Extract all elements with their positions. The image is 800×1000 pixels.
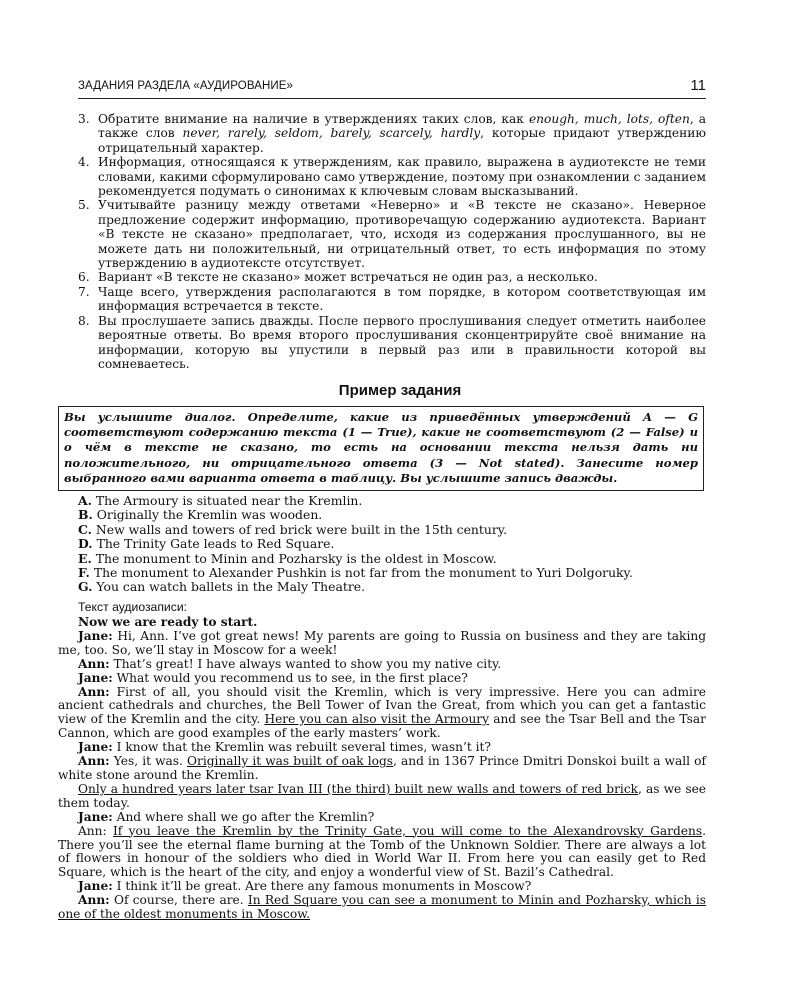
rule-item (78, 112, 706, 155)
section-heading: ЗАДАНИЯ РАЗДЕЛА «АУДИРОВАНИЕ» (78, 80, 294, 92)
speaker-label: Jane: (78, 809, 113, 824)
task-instruction-box: Вы услышите диалог. Определите, какие из приведённых утверждений A — G соответствуют содержанию текста (1 — True), какие не соответствуют (2 — False) и о чём в тексте не сказано, то есть на основании текста нельзя дать ни положительного, ни отрицательного ответа (3 — Not stated). Занесите номер выбранного вами варианта ответа в таблицу. Вы услышите запись дважды. (58, 406, 704, 491)
speaker-label: Ann: (78, 684, 110, 699)
statement-item (78, 566, 718, 580)
text-run: . There you’ll see the eternal flame burning at the Tomb of the Unknown Soldier. There are always a lot of flowers in honour of the soldiers who died in World War II. From here you can easily get to Red Square, which is the heart of the city, and enjoy a wonderful view of St. Bazil’s Cathedral. (58, 823, 706, 880)
text-run: , and in 1367 Prince Dmitri Donskoi built a wall of white stone around the Kremlin. (58, 754, 706, 782)
transcript-paragraph (58, 894, 706, 922)
speaker-label: Jane: (78, 740, 113, 755)
statements-list (78, 494, 718, 595)
rule-item (78, 314, 706, 372)
speaker-label: Jane: (78, 879, 113, 894)
statement-letter: C. (78, 521, 92, 537)
underlined-text: In Red Square you can see a monument to Minin and Pozharsky, which is one of the oldest monuments in Moscow. (58, 893, 707, 922)
transcript-paragraph (58, 616, 706, 630)
transcript-paragraph (58, 686, 706, 742)
rule-number: 6. (78, 270, 90, 285)
rule-item (78, 155, 706, 198)
rule-number: 8. (78, 313, 90, 328)
text-run: and see the Tsar Bell and the Tsar Cannon, which are good examples of the early masters’ work. (58, 712, 706, 741)
text-run: Информация, относящаяся к утверждениям, как правило, выражена в аудиотексте не теми словами, какими сформулировано само утверждение, поэтому при ознакомлении с заданием рекомендуется подумать о синонимах к ключевым словам высказываний. (98, 155, 706, 199)
statement-text: Originally the Kremlin was wooden. (92, 507, 323, 523)
text-run: , as we see them today. (58, 781, 706, 810)
statement-item (78, 537, 718, 551)
text-run: , которые придают утверждению отрицательный характер. (98, 126, 706, 155)
transcript-paragraph (58, 755, 706, 783)
statement-item (78, 508, 718, 522)
statement-text: The Trinity Gate leads to Red Square. (92, 536, 335, 552)
statement-item (78, 494, 718, 508)
text-run: , а также слов (98, 112, 706, 141)
text-run: Вариант «В тексте не сказано» может встречаться не один раз, а несколько. (98, 270, 598, 285)
transcript-paragraph (58, 630, 706, 658)
text-run: Учитывайте разницу между ответами «Неверно» и «В тексте не сказано». Неверное предложение содержит информацию, противоречащую содержанию аудиотекста. Вариант «В тексте не сказано» предполагает, что, исходя из содержания прослушанного, вы не можете дать ни положительный, ни отрицательный ответ, то есть информация по этому утверждению в аудиотексте отсутствует. (98, 198, 706, 271)
statement-item (78, 552, 718, 566)
text-run: That’s great! I have always wanted to show you my native city. (109, 656, 502, 671)
text-run: Вы прослушаете запись дважды. После первого прослушивания следует отметить наиболее вероятные ответы. Во время второго прослушивания сконцентрируйте своё внимание на информации, которую вы упустили в первый раз или в правильности которой вы сомневаетесь. (98, 313, 706, 371)
text-run: And where shall we go after the Kremlin? (112, 809, 375, 824)
text-run: never, rarely, seldom, barely, scarcely, hardly (182, 126, 481, 141)
page-number: 11 (690, 77, 706, 94)
speaker-label: Jane: (78, 670, 113, 685)
statement-letter: E. (78, 550, 92, 566)
rule-number: 5. (78, 198, 90, 213)
transcript (58, 616, 706, 922)
rule-item (78, 285, 706, 314)
statement-letter: F. (78, 565, 90, 581)
transcript-label: Текст аудиозаписи: (78, 600, 188, 614)
text-run: I know that the Kremlin was rebuilt several times, wasn’t it? (112, 740, 491, 755)
statement-text: The monument to Alexander Pushkin is not far from the monument to Yuri Dolgoruky. (89, 565, 633, 581)
transcript-paragraph (58, 825, 706, 881)
statement-letter: G. (78, 579, 93, 595)
speaker-label: Ann: (78, 754, 110, 769)
text-run: Yes, it was. (109, 754, 188, 769)
section-title: Пример задания (338, 382, 462, 399)
underlined-text: Only a hundred years later tsar Ivan III (the third) built new walls and towers of red brick (78, 781, 639, 796)
speaker-label: Now we are ready to start. (78, 615, 258, 629)
speaker-label: Ann: (78, 656, 110, 671)
speaker-label: Jane: (78, 628, 113, 643)
text-run: Чаще всего, утверждения располагаются в том порядке, в котором соответствующая им информация встречается в тексте. (98, 284, 706, 314)
transcript-paragraph (58, 741, 706, 755)
text-run: What would you recommend us to see, in the first place? (112, 670, 468, 685)
text-run: Ann: (78, 823, 113, 838)
underlined-text: Originally it was built of oak logs (187, 754, 394, 769)
running-header (78, 78, 706, 99)
rule-number: 3. (78, 112, 90, 126)
speaker-label: Ann: (78, 893, 110, 908)
text-run: Of course, there are. (109, 893, 248, 908)
statement-text: The Armoury is situated near the Kremlin. (91, 493, 363, 508)
statement-letter: A. (78, 493, 92, 508)
rule-item (78, 270, 706, 284)
statement-text: The monument to Minin and Pozharsky is the oldest in Moscow. (91, 550, 497, 566)
text-run: I think it’ll be great. Are there any famous monuments in Moscow? (112, 879, 532, 894)
rule-number: 4. (78, 155, 90, 170)
statement-text: New walls and towers of red brick were built in the 15th century. (91, 521, 508, 537)
text-run: Hi, Ann. I’ve got great news! My parents are going to Russia on business and they are taking me, too. So, we’ll stay in Moscow for a week! (58, 628, 706, 657)
rules-list (78, 112, 706, 371)
statement-item (78, 580, 718, 594)
transcript-paragraph (58, 783, 706, 811)
underlined-text: Here you can also visit the Armoury (264, 712, 490, 727)
rule-item (78, 198, 706, 270)
statement-letter: D. (78, 536, 93, 552)
statement-item (78, 523, 718, 537)
underlined-text: If you leave the Kremlin by the Trinity Gate, you will come to the Alexandrovsky Gardens (112, 823, 703, 838)
transcript-paragraph (58, 672, 706, 686)
transcript-paragraph (58, 658, 706, 672)
text-run: enough, much, lots, often (528, 112, 690, 126)
text-run: First of all, you should visit the Kremlin, which is very impressive. Here you can admire ancient cathedrals and churches, the Bell Tower of Ivan the Great, from which you can get a fantastic view of the Kremlin and the city. (58, 684, 706, 727)
transcript-paragraph (58, 811, 706, 825)
transcript-paragraph (58, 880, 706, 894)
statement-text: You can watch ballets in the Maly Theatre. (92, 579, 366, 595)
text-run: Обратите внимание на наличие в утверждениях таких слов, как (98, 112, 529, 126)
statement-letter: B. (78, 507, 93, 523)
rule-number: 7. (78, 284, 90, 299)
